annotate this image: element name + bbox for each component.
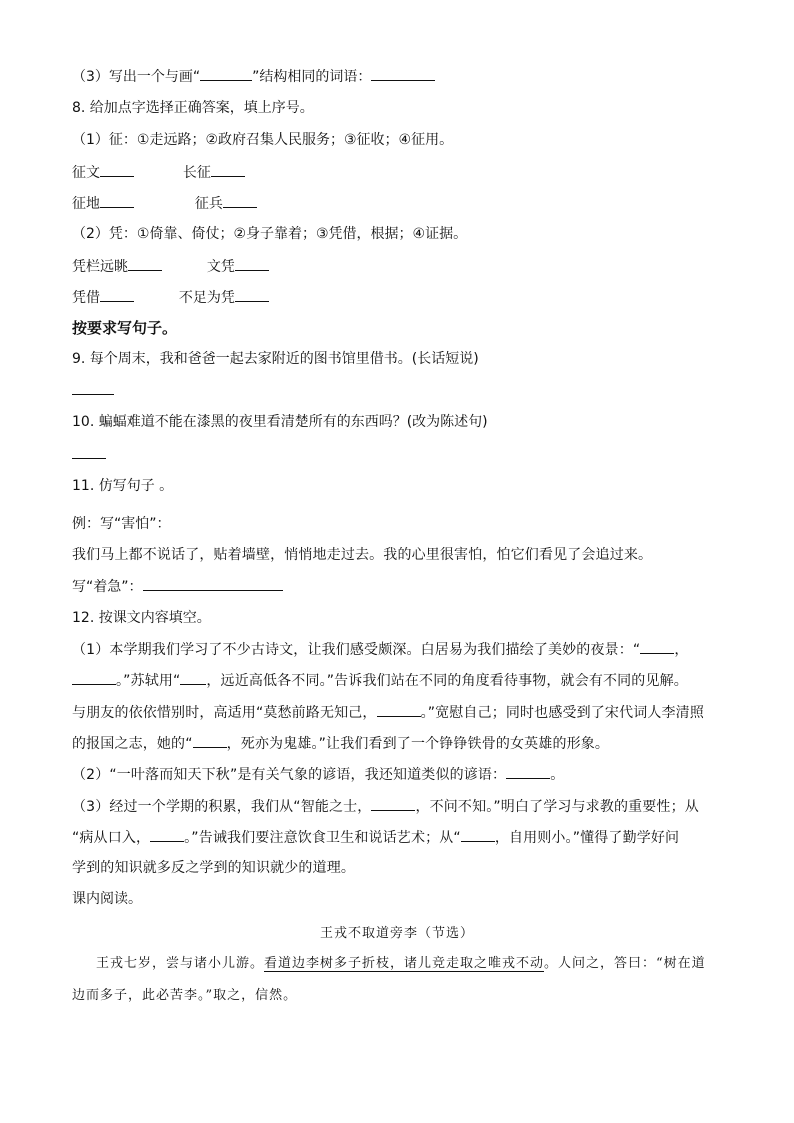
answer-blank[interactable] [150, 827, 184, 842]
q10-answer-line[interactable] [72, 444, 106, 465]
answer-blank[interactable] [640, 639, 674, 654]
answer-blank[interactable] [506, 764, 550, 779]
q8-row2: 征地 征兵 [72, 193, 257, 214]
q12-line2: 。”苏轼用“ ，远近高低各不同。”告诉我们站在不同的角度看待事物，就会有不同的见解。 [72, 670, 688, 691]
answer-blank[interactable] [143, 576, 283, 591]
q8-part1: （1）征：①走远路；②政府召集人民服务；③征收；④征用。 [72, 132, 454, 148]
underlined-sentence: 看道边李树多子折枝，诸儿竞走取之唯戎不动 [264, 956, 545, 971]
q12-line3: 与朋友的依依惜别时，高适用“莫愁前路无知己， 。”宽慰自己；同时也感受到了宋代词人李清照 [72, 702, 704, 723]
q8-part2: （2）凭：①倚靠、倚仗；②身子靠着；③凭借，根据；④证据。 [72, 226, 468, 242]
q11-title: 11. 仿写句子 。 [72, 478, 174, 494]
answer-blank[interactable] [371, 66, 435, 81]
underline-blank[interactable] [200, 66, 252, 81]
answer-blank[interactable] [180, 670, 206, 685]
answer-blank[interactable] [461, 827, 495, 842]
q12-line7: “病从口入， 。”告诫我们要注意饮食卫生和说话艺术；从“ ，自用则小。”懂得了勤学好问 [72, 827, 679, 848]
q10-prompt: 10. 蝙蝠难道不能在漆黑的夜里看清楚所有的东西吗？(改为陈述句) [72, 414, 488, 430]
q8-row4: 凭借 不足为凭 [72, 287, 269, 308]
q11-write: 写“着急”： [72, 576, 283, 597]
q8-row3: 凭栏远眺 文凭 [72, 256, 269, 277]
answer-blank[interactable] [377, 702, 421, 717]
passage-title: 王戎不取道旁李（节选） [319, 926, 474, 941]
q12-line6: （3）经过一个学期的积累，我们从“智能之士， ，不问不知。”明白了学习与求教的重要性；从 [72, 796, 699, 817]
q12-line5: （2）“一叶落而知天下秋”是有关气象的谚语，我还知道类似的谚语： 。 [72, 764, 564, 785]
answer-blank[interactable] [100, 162, 134, 177]
answer-blank[interactable] [128, 256, 162, 271]
passage-line2: 边而多子，此必苦李。”取之，信然。 [72, 988, 298, 1003]
answer-blank[interactable] [100, 193, 134, 208]
answer-blank[interactable] [235, 287, 269, 302]
q12-line1: （1）本学期我们学习了不少古诗文，让我们感受颇深。白居易为我们描绘了美妙的夜景：“ ， [72, 639, 688, 660]
q9-prompt: 9. 每个周末，我和爸爸一起去家附近的图书馆里借书。(长话短说) [72, 351, 479, 367]
answer-blank[interactable] [235, 256, 269, 271]
passage-line1: 王戎七岁，尝与诸小儿游。看道边李树多子折枝，诸儿竞走取之唯戎不动。人问之，答曰：“树在道 [96, 956, 706, 971]
answer-blank[interactable] [223, 193, 257, 208]
answer-blank[interactable] [371, 796, 415, 811]
q8-title: 8. 给加点字选择正确答案，填上序号。 [72, 100, 314, 116]
q12-line8: 学到的知识就多反之学到的知识就少的道理。 [72, 860, 355, 876]
q12-title: 12. 按课文内容填空。 [72, 610, 211, 626]
q7-part3: （3）写出一个与画“ ”结构相同的词语： [72, 66, 435, 87]
answer-blank[interactable] [211, 162, 245, 177]
answer-blank[interactable] [72, 670, 116, 685]
answer-blank[interactable] [193, 733, 227, 748]
reading-label: 课内阅读。 [72, 891, 142, 907]
q12-line4: 的报国之志，她的“ ，死亦为鬼雄。”让我们看到了一个铮铮铁骨的女英雄的形象。 [72, 733, 609, 754]
q11-example-sentence: 我们马上都不说话了，贴着墙壁，悄悄地走过去。我的心里很害怕，怕它们看见了会追过来。 [72, 547, 653, 563]
q9-answer-line[interactable] [72, 380, 114, 401]
q11-example: 例：写“害怕”： [72, 516, 171, 532]
section-heading: 按要求写句子。 [72, 319, 178, 337]
answer-blank[interactable] [100, 287, 134, 302]
q8-row1: 征文 长征 [72, 162, 245, 183]
